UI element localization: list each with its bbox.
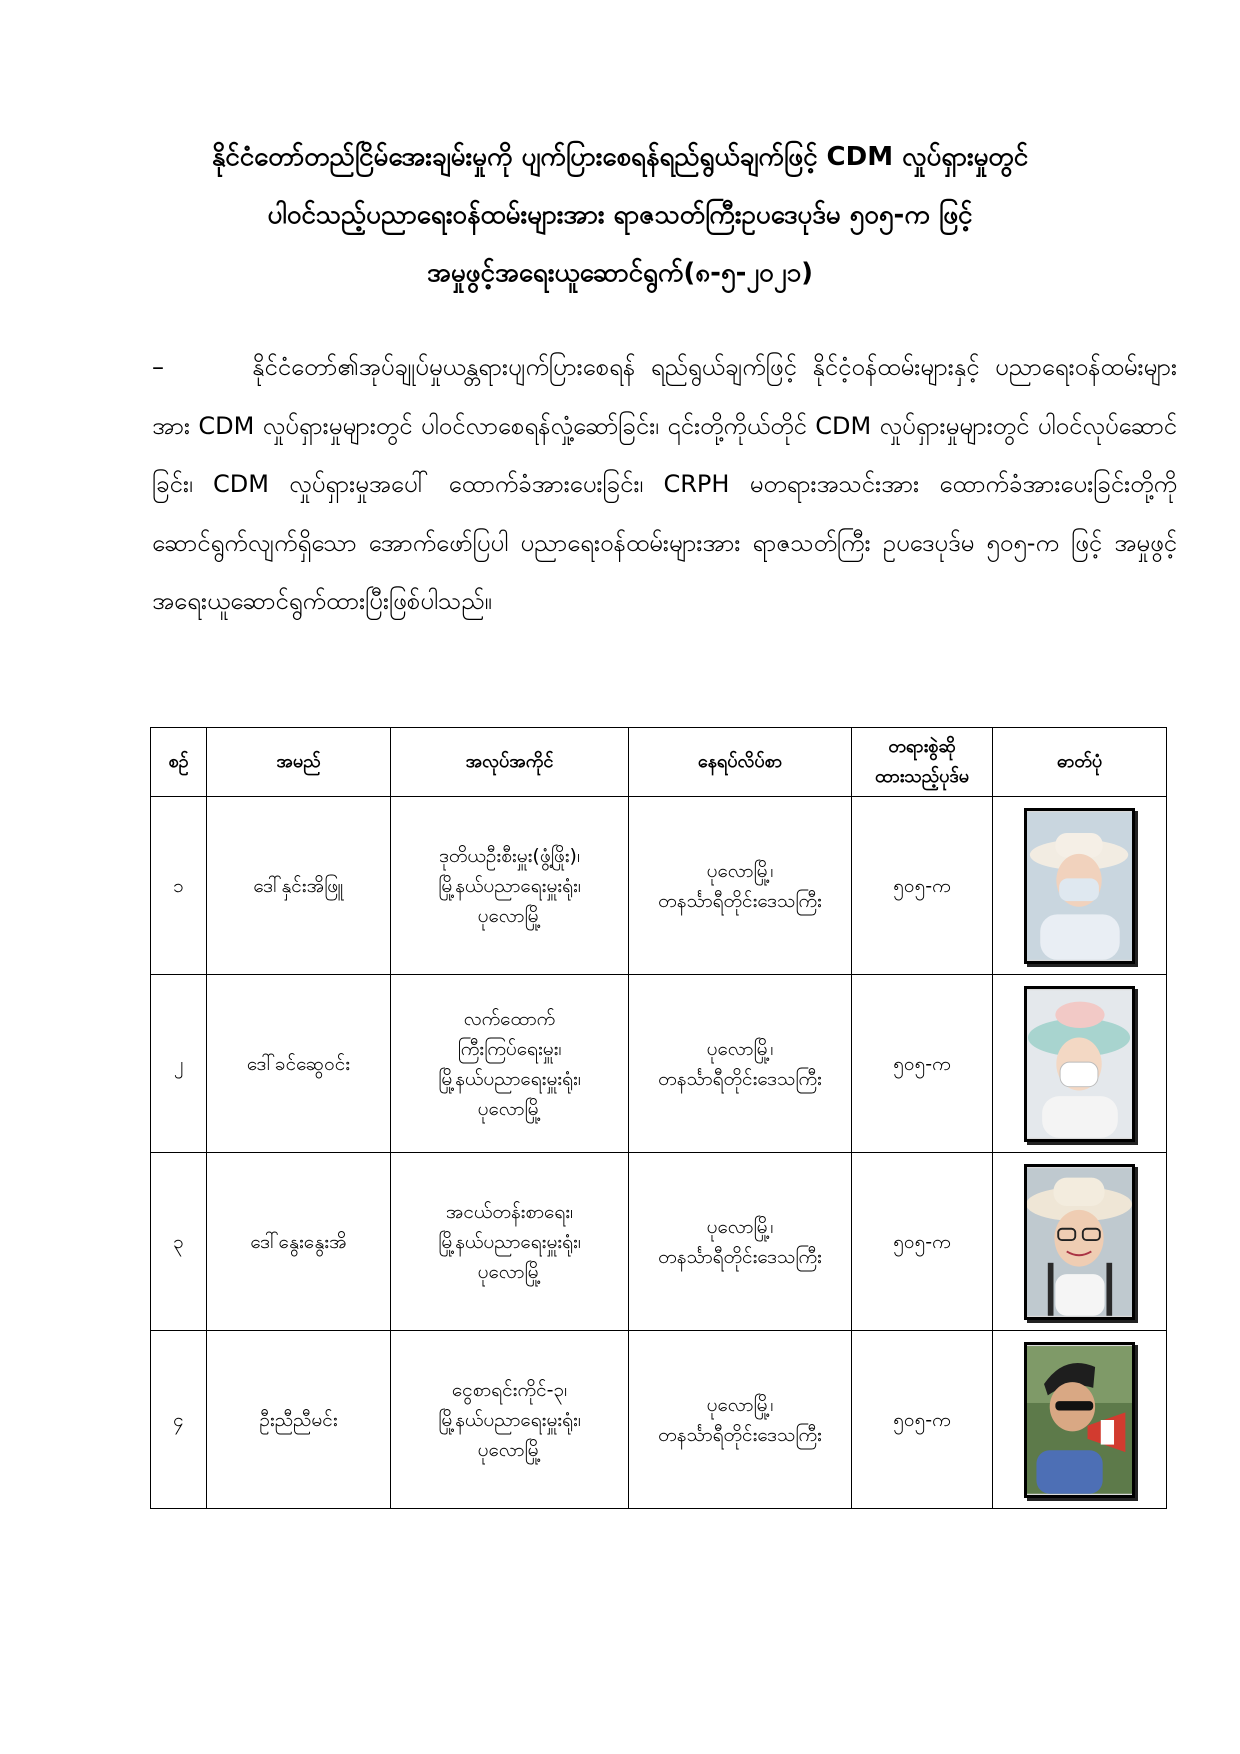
title-line-2: ပါဝင်သည့်ပညာရေးဝန်ထမ်းများအား ရာဇသတ်ကြီးဥပဒေပုဒ်မ ၅၀၅-က ဖြင့် xyxy=(267,200,973,230)
address-line: တနင်္သာရီတိုင်းဒေသကြီး xyxy=(658,889,822,912)
cell-no: ၁ xyxy=(151,797,207,975)
col-header-name: အမည် xyxy=(207,728,391,797)
paragraph-text: နိုင်ငံတော်၏အုပ်ချုပ်မှုယန္တရားပျက်ပြားစေရန် ရည်ရွယ်ချက်ဖြင့် နိုင်ငံ့ဝန်ထမ်းများနှင့် ပညာရေးဝန်ထမ်းများအား CDM လှုပ်ရှားမှုများတွင် ပါဝင်လာစေရန်လှုံ့ဆော်ခြင်း၊ ၎င်းတို့ကိုယ်တိုင် CDM လှုပ်ရှားမှုများတွင် ပါဝင်လုပ်ဆောင်ခြင်း၊ CDM လှုပ်ရှားမှုအပေါ် ထောက်ခံအားပေးခြင်း၊ CRPH မတရားအသင်းအား ထောက်ခံအားပေးခြင်းတို့ကို ဆောင်ရွက်လျက်ရှိသော အောက်ဖော်ပြပါ ပညာရေးဝန်ထမ်းများအား ရာဇသတ်ကြီး ဥပဒေပုဒ်မ ၅၀၅-က ဖြင့် အမှုဖွင့်အရေးယူဆောင်ရွက်ထားပြီးဖြစ်ပါသည်။ xyxy=(152,353,1177,615)
address-line: ပုလောမြို့၊ xyxy=(706,1393,774,1416)
col-header-no: စဉ် xyxy=(151,728,207,797)
position-line: ငွေစာရင်းကိုင်-၃၊ xyxy=(451,1378,568,1401)
col-header-address: နေရပ်လိပ်စာ xyxy=(629,728,852,797)
position-line: ပုလောမြို့ xyxy=(477,1438,542,1461)
position-line: မြို့နယ်ပညာရေးမှူးရုံး၊ xyxy=(438,1408,581,1431)
address-line: တနင်္သာရီတိုင်းဒေသကြီး xyxy=(658,1245,822,1268)
person-photo-megaphone-icon xyxy=(1027,1345,1132,1495)
cell-address xyxy=(629,1331,852,1509)
cell-address xyxy=(629,1153,852,1331)
position-line: လက်ထောက် xyxy=(463,1007,556,1030)
cell-no: ၄ xyxy=(151,1331,207,1509)
cell-name: ဒေါ်ခင်ဆွေဝင်း xyxy=(207,975,391,1153)
address-line: ပုလောမြို့၊ xyxy=(706,859,774,882)
col-header-position: အလုပ်အကိုင် xyxy=(391,728,629,797)
person-photo-icon xyxy=(1024,1164,1135,1320)
position-line: မြို့နယ်ပညာရေးမှူးရုံး၊ xyxy=(438,874,581,897)
person-photo-hat-mask-icon xyxy=(1027,989,1132,1139)
cell-name: ဒေါ်နှင်းအိဖြူ xyxy=(207,797,391,975)
cell-no: ၂ xyxy=(151,975,207,1153)
position-line: ပုလောမြို့ xyxy=(477,904,542,927)
accused-table xyxy=(150,727,1167,1509)
cell-photo xyxy=(993,797,1167,975)
body-paragraph xyxy=(152,338,1177,631)
table-row xyxy=(151,797,1167,975)
col-header-section-line2: ထားသည့်ပုဒ်မ xyxy=(874,766,970,787)
cell-address xyxy=(629,975,852,1153)
col-header-section xyxy=(852,728,993,797)
position-line: အငယ်တန်းစာရေး၊ xyxy=(445,1200,574,1223)
cell-photo xyxy=(993,1331,1167,1509)
person-photo-icon xyxy=(1024,808,1135,964)
cell-photo xyxy=(993,975,1167,1153)
person-photo-hat-mask-icon xyxy=(1027,811,1132,961)
table-header-row xyxy=(151,728,1167,797)
title-line-3: အမှုဖွင့်အရေးယူဆောင်ရွက်(၈-၅-၂၀၂၁) xyxy=(426,258,814,288)
address-line: ပုလောမြို့၊ xyxy=(706,1037,774,1060)
position-line: မြို့နယ်ပညာရေးမှူးရုံး၊ xyxy=(438,1067,581,1090)
cell-name: ဒေါ်နွေးနွေးအိ xyxy=(207,1153,391,1331)
address-line: တနင်္သာရီတိုင်းဒေသကြီး xyxy=(658,1067,822,1090)
person-photo-hat-glasses-icon xyxy=(1027,1167,1132,1317)
cell-address xyxy=(629,797,852,975)
address-line: တနင်္သာရီတိုင်းဒေသကြီး xyxy=(658,1423,822,1446)
title-line-1: နိုင်ငံတော်တည်ငြိမ်အေးချမ်းမှုကို ပျက်ပြားစေရန်ရည်ရွယ်ချက်ဖြင့် CDM လှုပ်ရှားမှုတွင် xyxy=(211,142,1029,172)
address-line: ပုလောမြို့၊ xyxy=(706,1215,774,1238)
position-line: ကြီးကြပ်ရေးမှူး၊ xyxy=(457,1037,562,1060)
cell-position xyxy=(391,975,629,1153)
cell-position xyxy=(391,1331,629,1509)
position-line: ပုလောမြို့ xyxy=(477,1097,542,1120)
cell-section: ၅၀၅-က xyxy=(852,1153,993,1331)
paragraph-dash: – xyxy=(152,353,164,381)
cell-section: ၅၀၅-က xyxy=(852,1331,993,1509)
table-row xyxy=(151,975,1167,1153)
person-photo-icon xyxy=(1024,986,1135,1142)
cell-photo xyxy=(993,1153,1167,1331)
col-header-photo: ဓာတ်ပုံ xyxy=(993,728,1167,797)
person-photo-icon xyxy=(1024,1342,1135,1498)
document-title xyxy=(100,128,1140,302)
col-header-section-line1: တရားစွဲဆို xyxy=(888,736,956,757)
position-line: မြို့နယ်ပညာရေးမှူးရုံး၊ xyxy=(438,1230,581,1253)
cell-position xyxy=(391,1153,629,1331)
position-line: ပုလောမြို့ xyxy=(477,1260,542,1283)
position-line: ဒုတိယဦးစီးမှူး(ဖွံ့ဖြိုး)၊ xyxy=(439,844,580,867)
cell-section: ၅၀၅-က xyxy=(852,975,993,1153)
cell-position xyxy=(391,797,629,975)
table-row xyxy=(151,1331,1167,1509)
cell-section: ၅၀၅-က xyxy=(852,797,993,975)
cell-name: ဦးညီညီမင်း xyxy=(207,1331,391,1509)
cell-no: ၃ xyxy=(151,1153,207,1331)
table-row xyxy=(151,1153,1167,1331)
